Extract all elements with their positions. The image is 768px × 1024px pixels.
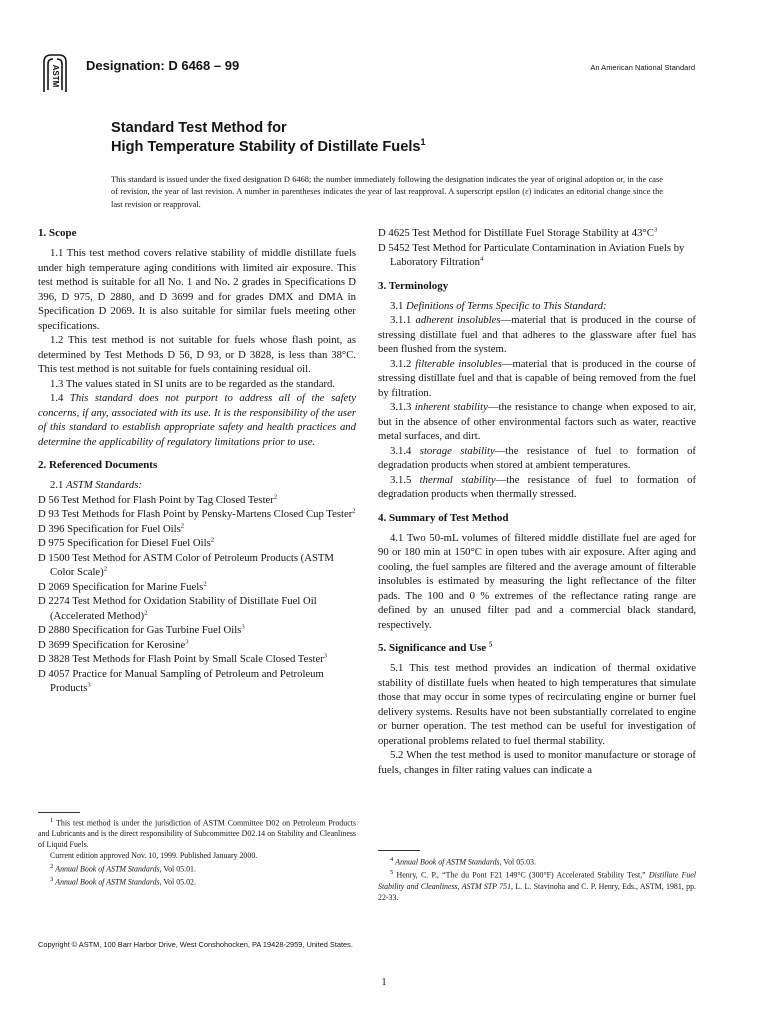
footnote-rule-left [38, 812, 80, 813]
title-footnote-marker: 1 [420, 137, 426, 148]
reference-item: D 3828 Test Methods for Flash Point by Small Scale Closed Tester$^3$ [38, 652, 328, 665]
section-heading-summary: 4. Summary of Test Method [378, 511, 509, 524]
reference-item: D 975 Specification for Diesel Fuel Oils$^2$ [38, 536, 215, 549]
national-standard-label: An American National Standard [590, 63, 695, 72]
svg-text:ASTM: ASTM [51, 64, 60, 88]
definition-item: 3.1.1 adherent insolubles—material that is produced in the course of stressing distillate fuel and that adheres to the glassware after fuel has been flushed from the system. [378, 314, 696, 355]
paragraph-5-1: 5.1 This test method provides an indication of thermal oxidative stability of distillate fuels when heated to high temperatures that simulate those that may occur in some types of recirculating engine or burner fuel delivery systems. Results have not been substantially correlated to engine or burner operation. The test method can be useful for investigation of operational problems related to fuel thermal stability. [378, 662, 696, 747]
reference-item: D 1500 Test Method for ASTM Color of Petroleum Products (ASTM Color Scale)$^2$ [38, 551, 334, 578]
reference-item: D 4625 Test Method for Distillate Fuel Storage Stability at $43^\circ C^3$ [378, 226, 658, 239]
footnote-3: $^3$ Annual Book of ASTM Standards, Vol 05.02. [50, 876, 196, 887]
title-line-2: High Temperature Stability of Distillate Fuels$^1$ [111, 137, 426, 155]
footnote-1: $^1$ This test method is under the jurisdiction of ASTM Committee D02 on Petroleum Products and Lubricants and is the direct responsibility of Subcommittee D02.14 on Stability and Cleanliness of Liquid Fuels. [38, 817, 356, 850]
designation: Designation: D 6468 – 99 [86, 58, 240, 73]
copyright-line: Copyright © ASTM, 100 Barr Harbor Drive, West Conshohocken, PA 19428-2959, United States. [38, 940, 353, 949]
astm-logo [38, 52, 72, 96]
definition-item: 3.1.5 thermal stability—the resistance of fuel to formation of degradation products when thermally stressed. [378, 473, 697, 500]
paragraph-1-1: 1.1 This test method covers relative stability of middle distillate fuels under high temperature aging conditions with limited air exposure. This test method is suitable for all No. 1 and No. 2 grades in Specifications D 396, D 975, D 2880, and D 3699 and for grades DMX and DMA in Specification D 2069. It is also suitable for similar fuels meeting other specifications. [38, 247, 356, 332]
reference-item: D 5452 Test Method for Particulate Contamination in Aviation Fuels by Laboratory Filtration$^4$ [378, 241, 685, 268]
paragraph-5-2: 5.2 When the test method is used to monitor manufacture or storage of fuels, changes in filter rating values can indicate a [378, 749, 696, 776]
section-heading-scope: 1. Scope [38, 227, 77, 239]
reference-item: D 2880 Specification for Gas Turbine Fuel Oils$^3$ [38, 623, 245, 636]
reference-item: D 2274 Test Method for Oxidation Stability of Distillate Fuel Oil (Accelerated Method)$^2$ [38, 595, 317, 622]
footnote-1-cont: Current edition approved Nov. 10, 1999. Published January 2000. [50, 851, 258, 861]
page-number: 1 [381, 977, 387, 988]
definition-item: 3.1.4 storage stability—the resistance of fuel to formation of degradation products when stored at ambient temperatures. [378, 444, 696, 471]
reference-item: D 3699 Specification for Kerosine$^3$ [38, 637, 189, 651]
title-line-1: Standard Test Method for [111, 120, 287, 136]
section-heading-referenced-documents: 2. Referenced Documents [38, 459, 158, 471]
reference-item: D 56 Test Method for Flash Point by Tag Closed Tester$^2$ [38, 492, 278, 506]
definition-item: 3.1.3 inherent stability—the resistance to change when exposed to air, but in the absence of other environmental factors such as water, reactive metal surfaces, and dirt. [378, 401, 696, 442]
definition-item: 3.1.2 filterable insolubles—material that is produced in the course of stressing distillate fuel and that is capable of being removed from the fuel by filtration. [378, 357, 696, 399]
subsection-2-1: 2.1 ASTM Standards: [50, 479, 142, 491]
footnotes-left [38, 816, 356, 889]
reference-item: D 396 Specification for Fuel Oils$^2$ [38, 521, 185, 535]
footnote-5: $^5$ Henry, C. P., “The du Pont F21 149°C (300°F) Accelerated Stability Test,” Distillate Fuel Stability and Cleanliness, ASTM STP 751, L. L. Stavinoha and C. P. Henry, Eds., ASTM, 1981, pp. 22-33. [378, 869, 696, 902]
footnote-4: $^4$ Annual Book of ASTM Standards, Vol 05.03. [390, 856, 536, 867]
subsection-3-1: 3.1 Definitions of Terms Specific to This Standard: [390, 299, 607, 312]
paragraph-1-3: 1.3 The values stated in SI units are to be regarded as the standard. [50, 377, 336, 390]
right-column [378, 226, 696, 777]
reference-item: D 2069 Specification for Marine Fuels$^2$ [38, 579, 207, 593]
footnote-rule-right [378, 850, 420, 851]
paragraph-1-2: 1.2 This test method is not suitable for fuels whose flash point, as determined by Test Methods D 56, D 93, or D 3828, is less than 38°C. This test method is not suitable for fuels containing residual oil. [38, 334, 356, 375]
left-column [38, 226, 356, 696]
reference-item: D 93 Test Methods for Flash Point by Pensky-Martens Closed Cup Tester$^2$ [38, 507, 356, 520]
paragraph-4-1: 4.1 Two 50-mL volumes of filtered middle distillate fuel are aged for 90 or 180 min at 150°C in open tubes with air exposure. After aging and cooling, the fuel samples are filtered and the average amount of filterable insolubles is estimated by measuring the light reflectance of the filter pads. The 100 and 0 % extremes of the reflectance rating range are defined by an unused filter pad and a commercial black standard, respectively. [378, 531, 696, 631]
footnote-2: $^2$ Annual Book of ASTM Standards, Vol 05.01. [50, 862, 196, 874]
paragraph-1-4: 1.4 This standard does not purport to address all of the safety concerns, if any, associated with its use. It is the responsibility of the user of this standard to establish appropriate safety and health practices and determine the applicability of regulatory limitations prior to use. [38, 392, 357, 448]
footnotes-right [378, 855, 696, 903]
section-heading-terminology: 3. Terminology [378, 279, 449, 292]
section-heading-significance: 5. Significance and Use $^5$ [378, 641, 493, 654]
issuance-notice: This standard is issued under the fixed designation D 6468; the number immediately following the designation indicates the year of original adoption or, in the case of revision, the year of last revision. A number in parentheses indicates the year of last reapproval. A superscript epsilon (ε) indicates an editorial change since the last revision or reapproval. [111, 175, 663, 209]
document-title [111, 119, 426, 157]
reference-item: D 4057 Practice for Manual Sampling of Petroleum and Petroleum Products$^3$ [38, 667, 324, 694]
